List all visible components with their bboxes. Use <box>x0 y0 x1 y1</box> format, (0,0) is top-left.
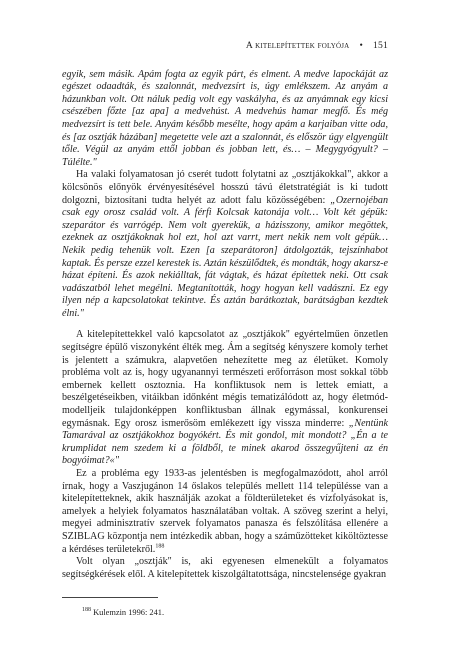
footnote-divider <box>62 597 158 598</box>
quote-paragraph-1: egyik, sem másik. Apám fogta az egyik párt, és elment. A medve lapockáját az egészet odaadták, és szalonnát, medvezsírt is, úgy emlékszem. Az anyám a házunkban volt. Ott náluk pedig volt egy vaskályha, és az anyámnak egy kicsi csészében főzte [az apa] a medvehúst. A medvehús hamar megfő. És még medvezsírt is tett bele. Anyám később mesélte, hogy apám a karjaiban vitte oda, és [az osztják házában] megetette vele azt a szalonnát, és először úgy elgyengült tőle. Végül az anyám ettől jobban és jobban lett, és… – Megygyógyult? – Túlélte." <box>62 68 388 168</box>
paragraph-2 <box>62 169 388 320</box>
running-header <box>62 40 388 53</box>
book-page <box>62 40 388 620</box>
paragraph-3 <box>62 329 388 468</box>
page-number: 151 <box>373 40 388 51</box>
paragraph-4-text: Ez a probléma egy 1933-as jelentésben is megfogalmazódott, ahol arról írnak, hogy a Vaszjugánon 14 őslakos település mellett 114 településse van a kitelepítetteknek, akik használják azokat a földterületeket és vízfolyásokat is, amelyek a helyiek folyamatos használatában voltak. A szöveg szerint a helyi, megyei adminisztratív szervek folyamatos panasza és felszólítása ellenére a SZIBLAG központja nem intézkedik abban, hogy a száműzötteket kiköltöztesse a kérdéses területekről. <box>62 468 388 555</box>
paragraph-3-text: A kitelepítettekkel való kapcsolatot az „osztjákok" egyértelműen önzetlen segítségre épülő viszonyként élték meg. Ám a segítség kényszere komoly terhet is jelentett a számukra, alapvetően nehezítette meg az életüket. Komoly probléma volt az is, hogy ugyanannyi természeti erőforráson most sokkal több embernek kellett osztoznia. Ha konfliktusok nem is lettek emiatt, a beszélgetéseikben, vitáikban időnként mégis tematizálódott az, hogy életmód-modelljeik tulajdonképpen konfliktusban állnak egymással, konkurensei egymásnak. Egy orosz ismerősöm emlékezett így vissza minderre: <box>62 329 388 429</box>
footnote-number: 188 <box>82 607 91 614</box>
running-title: A kitelepítettek folyója <box>245 40 350 51</box>
paragraph-3-quote: „Nentünk Tamarával az osztjákokhoz bogyókért. És mit gondol, mit mondott? „Én a te krumplidat nem szedem ki a földből, te minek akarod összegyűjteni az én bogyóimat?«" <box>62 417 388 467</box>
paragraph-2-text: Ha valaki folyamatosan jó cserét tudott folytatni az „osztjákokkal", akkor a kölcsönös előnyök érvényesítésével hosszú távú életstratégiát is ki tudott dolgozni, biztosítani tudta helyét az adott falu közösségében: <box>62 169 388 206</box>
header-separator: • <box>359 40 363 51</box>
footnote <box>62 607 388 620</box>
footnote-text: Kulemzin 1996: 241. <box>93 608 165 618</box>
footnote-reference: 188 <box>155 543 165 550</box>
paragraph-5: Volt olyan „osztják" is, aki egyenesen elmenekült a folyamatos segítségkérések elől. A kitelepítettek kiszolgáltatottsága, nincstelensége gyakran <box>62 556 388 580</box>
paragraph-2-quote: „Ozernojéban csak egy orosz család volt. A férfi Kolcsak katonája volt… Volt két gépük: szeparátor és varrógép. Nem volt gyerekük, a házisszony, amikor megöttek, ezeknek az osztjákoknak hol ezt, hol azt varrt, mert nekik nem volt gépük… Nekik pedig tehenük volt. Ezen [a szeparátoron] átdolgozták, tejszínhabot kaptak. És persze ezzel kerestek is. Aztán készülődtek, és mondták, hogy akarsz-e házat építeni. És azok nekiálltak, fát vágtak, és házat építettek neki. Ott csak vadászatból lehet megélni. Megtanították, hogy hogyan kell vadászni. Ez egy ilyen nép a kapcsolatokat tekintve. És aztán barátkoztak, barátságban kezdtek élni." <box>62 194 389 319</box>
paragraph-4 <box>62 468 388 556</box>
